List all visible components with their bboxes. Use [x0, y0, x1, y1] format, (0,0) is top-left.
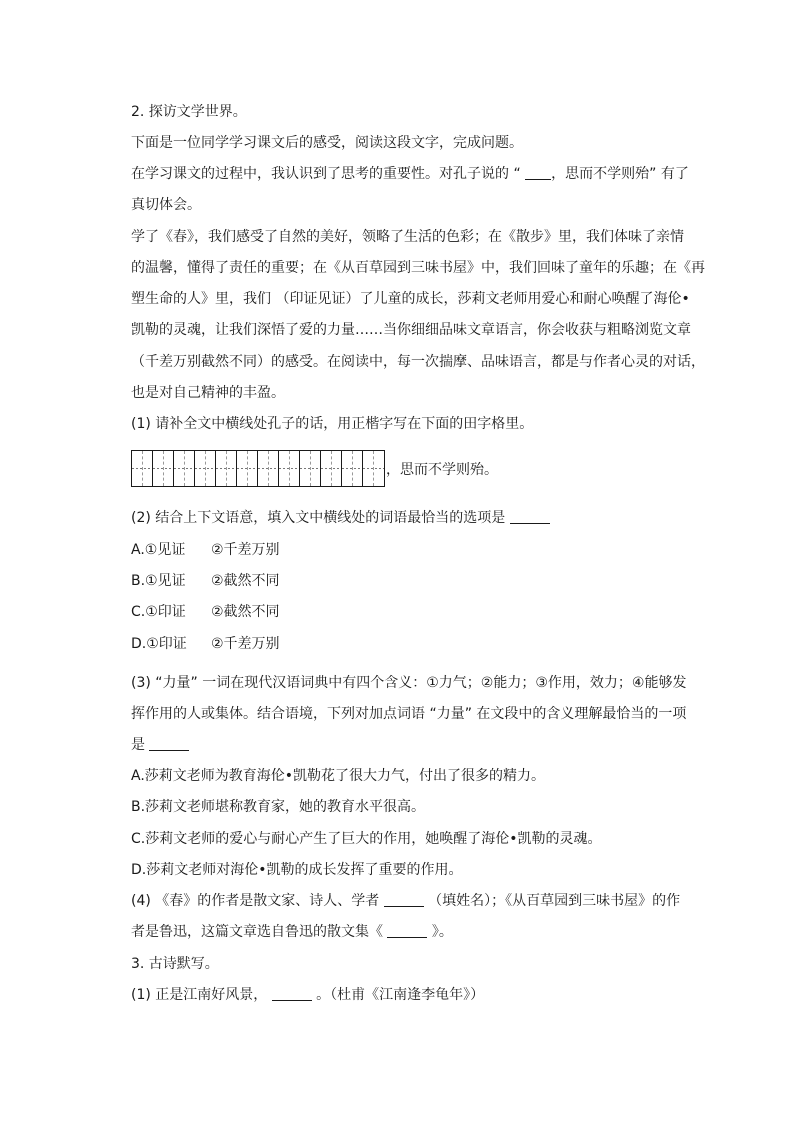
grid-cell[interactable] — [237, 451, 258, 486]
option-row[interactable]: D.①印证 ②千差万别 — [131, 636, 280, 652]
sub-question-2: (2) 结合上下文语意，填入文中横线处的词语最恰当的选项是 — [131, 508, 550, 528]
grid-cell[interactable] — [321, 451, 342, 486]
option-row[interactable]: B.①见证 ②截然不同 — [131, 573, 280, 589]
option-row[interactable]: B.莎莉文老师堪称教育家，她的教育水平很高。 — [131, 799, 426, 815]
grid-cell[interactable] — [153, 451, 174, 486]
answer-blank[interactable] — [272, 986, 312, 1001]
paragraph-1-line-1: 在学习课文的过程中，我认识到了思考的重要性。对孔子说的 “ ，思而不学则殆” 有了 — [131, 166, 689, 182]
answer-blank[interactable] — [149, 736, 189, 751]
sub-question-3-line-1: (3) “力量” 一词在现代汉语词典中有四个含义：①力气；②能力；③作用，效力；④能够发 — [131, 675, 687, 691]
option-row[interactable]: C.①印证 ②截然不同 — [131, 604, 280, 620]
option-row[interactable]: A.①见证 ②千差万别 — [131, 542, 280, 558]
paragraph-2-line-4: 凯勒的灵魂，让我们深悟了爱的力量……当你细细品味文章语言，你会收获与粗略浏览文章 — [131, 322, 691, 338]
question-2-intro: 下面是一位同学学习课文后的感受，阅读这段文字，完成问题。 — [131, 135, 523, 151]
sub-question-1: (1) 请补全文中横线处孔子的话，用正楷字写在下面的田字格里。 — [131, 416, 534, 432]
grid-cell[interactable] — [132, 451, 153, 486]
answer-blank[interactable] — [525, 165, 551, 180]
question-3-title: 3. 古诗默写。 — [131, 956, 219, 972]
grid-cell[interactable] — [195, 451, 216, 486]
sub-question-4-line-1: (4) 《春》的作者是散文家、诗人、学者 （填姓名）；《从百草园到三味书屋》的作 — [131, 893, 681, 909]
grid-cell[interactable] — [342, 451, 363, 486]
answer-blank[interactable] — [387, 923, 427, 938]
paragraph-2-line-6: 也是对自己精神的丰盈。 — [131, 385, 285, 401]
paragraph-2-line-2: 的温馨，懂得了责任的重要；在《从百草园到三味书屋》中，我们回味了童年的乐趣；在《再 — [131, 260, 705, 276]
answer-blank[interactable] — [510, 509, 550, 524]
question-2-title: 2. 探访文学世界。 — [131, 104, 247, 120]
paragraph-2-line-3: 塑生命的人》里，我们 （印证见证）了儿童的成长，莎莉文老师用爱心和耐心唤醒了海伦• — [131, 291, 690, 307]
sub-question-3-line-2: 挥作用的人或集体。结合语境，下列对加点词语 “力量” 在文段中的含义理解最恰当的一项 — [131, 706, 687, 722]
option-row[interactable]: A.莎莉文老师为教育海伦•凯勒花了很大力气，付出了很多的精力。 — [131, 768, 546, 784]
option-row[interactable]: C.莎莉文老师的爱心与耐心产生了巨大的作用，她唤醒了海伦•凯勒的灵魂。 — [131, 831, 602, 847]
option-row[interactable]: D.莎莉文老师对海伦•凯勒的成长发挥了重要的作用。 — [131, 862, 463, 878]
paragraph-2-line-1: 学了《春》，我们感受了自然的美好，领略了生活的色彩；在《散步》里，我们体味了亲情 — [131, 229, 684, 245]
grid-cell[interactable] — [258, 451, 279, 486]
sub-question-4-line-2: 者是鲁迅，这篇文章选自鲁迅的散文集《 》。 — [131, 924, 453, 940]
question-3-sub-1: (1) 正是江南好风景， 。（杜甫《江南逢李龟年》） — [131, 987, 485, 1003]
grid-suffix-text: ，思而不学则殆。 — [386, 462, 498, 478]
grid-cell[interactable] — [216, 451, 237, 486]
grid-cell[interactable] — [174, 451, 195, 486]
paragraph-2-line-5: （千差万别截然不同）的感受。在阅读中，每一次揣摩、品味语言，都是与作者心灵的对话， — [131, 354, 705, 370]
grid-cell[interactable] — [279, 451, 300, 486]
tianzige-grid[interactable] — [131, 450, 385, 487]
answer-blank[interactable] — [384, 892, 424, 907]
grid-cell[interactable] — [363, 451, 384, 486]
paragraph-1-line-2: 真切体会。 — [131, 197, 201, 213]
grid-cell[interactable] — [300, 451, 321, 486]
sub-question-3-line-3: 是 — [131, 735, 189, 755]
